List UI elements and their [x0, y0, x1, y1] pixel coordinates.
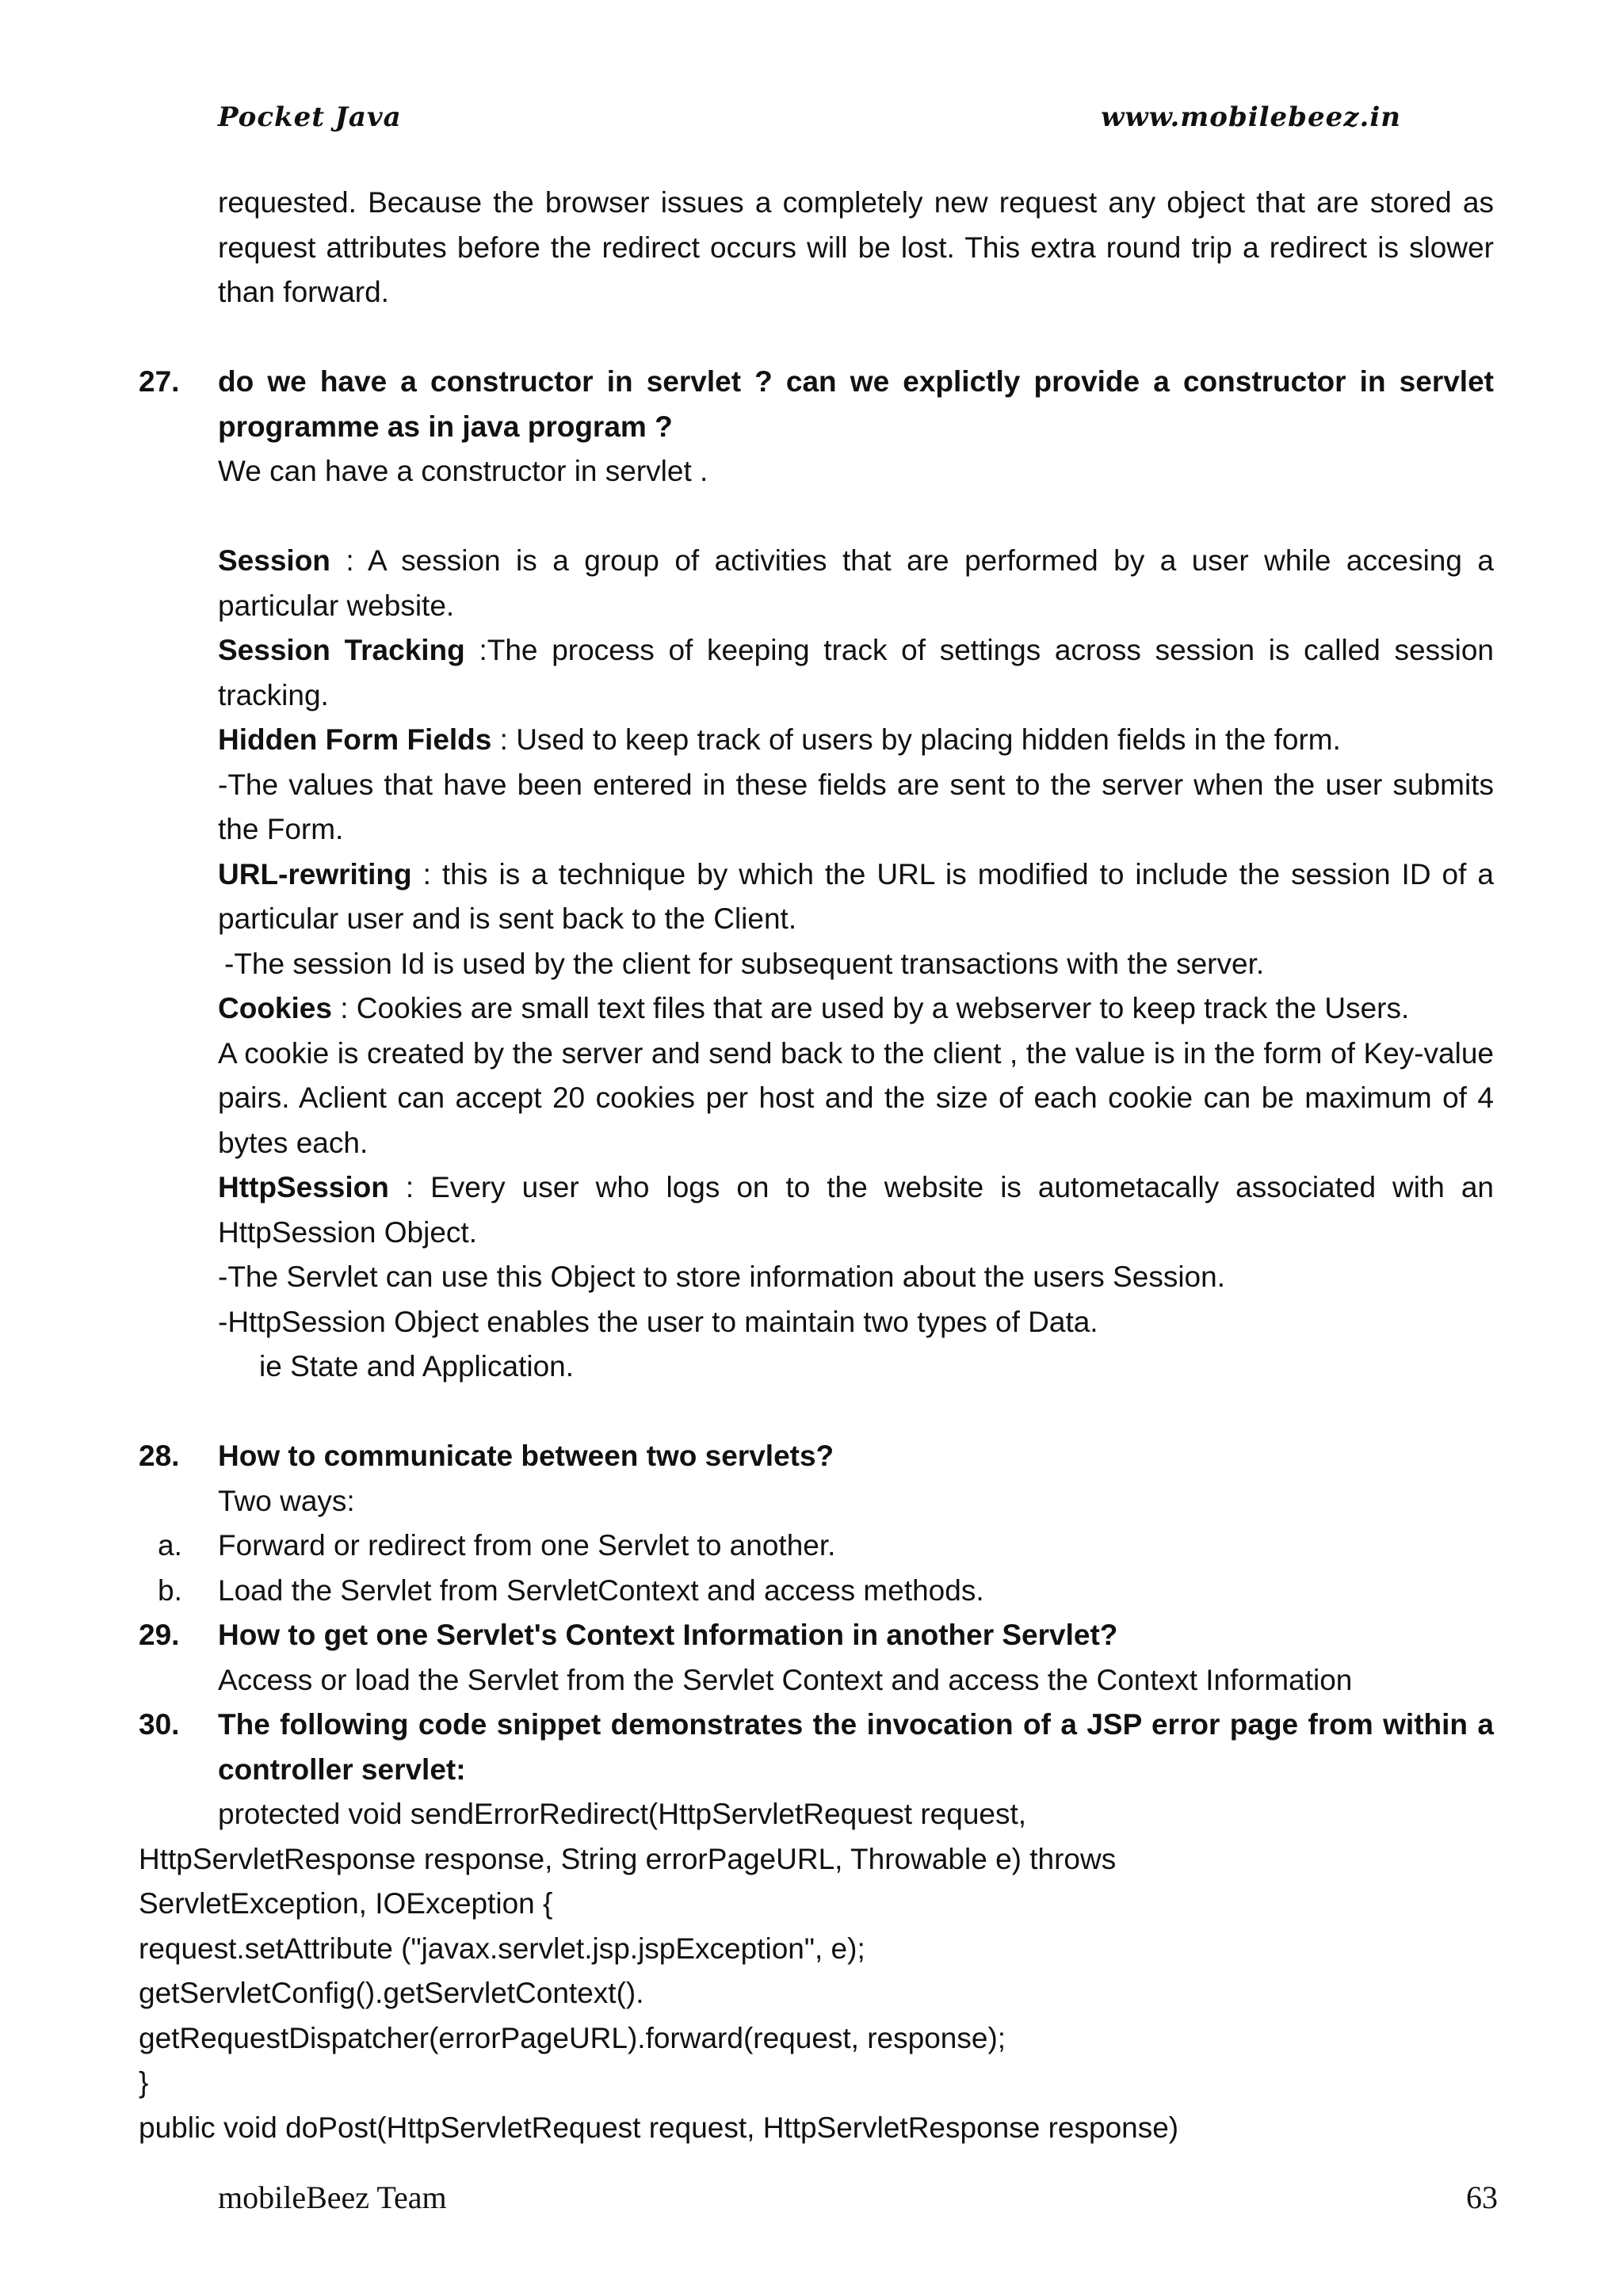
code-line: protected void sendErrorRedirect(HttpServletRequest request, [218, 1798, 1027, 1830]
header-title: Pocket Java [218, 101, 402, 133]
code-line: public void doPost(HttpServletRequest request, HttpServletResponse response) [139, 2111, 1179, 2144]
intro-paragraph: requested. Because the browser issues a completely new request any object that are stored as request attributes before the redirect occurs will be lost. This extra round trip a redirect is slower than forward. [218, 186, 1494, 308]
question-27 [139, 360, 1494, 449]
list-text: Forward or redirect from one Servlet to another. [218, 1529, 836, 1562]
question-28 [139, 1434, 1494, 1479]
footer-team: mobileBeez Team [218, 2180, 447, 2215]
term-hidden-fields: Hidden Form Fields [218, 723, 492, 756]
term-session-tracking: Session Tracking [218, 634, 465, 666]
code-line: getServletConfig().getServletContext(). [139, 1977, 644, 2009]
def-session: Session : A session is a group of activities that are performed by a user while accesing a particular website. [218, 544, 1494, 622]
question-text: How to communicate between two servlets? [218, 1440, 834, 1472]
def-hidden-fields: Hidden Form Fields : Used to keep track of users by placing hidden fields in the form. [218, 723, 1341, 756]
term-cookies: Cookies [218, 992, 332, 1024]
note-httpsession-3: ie State and Application. [259, 1350, 575, 1383]
question-text: The following code snippet demonstrates the invocation of a JSP error page from within a controller servlet: [218, 1708, 1494, 1786]
list-item [139, 1524, 1494, 1569]
code-line: request.setAttribute ("javax.servlet.jsp.jspException", e); [139, 1932, 865, 1965]
list-item [139, 1569, 1494, 1614]
page-number: 63 [1466, 2180, 1498, 2215]
code-line: ServletException, IOException { [139, 1887, 553, 1920]
term-session: Session [218, 544, 330, 577]
answer-27: We can have a constructor in servlet . [218, 455, 708, 487]
term-httpsession: HttpSession [218, 1171, 389, 1203]
question-number: 28. [139, 1440, 180, 1472]
def-httpsession: HttpSession : Every user who logs on to the website is autometacally associated with an HttpSession Object. [218, 1171, 1494, 1249]
def-cookies: Cookies : Cookies are small text files that are used by a webserver to keep track the Users. [218, 992, 1410, 1024]
list-marker: b. [158, 1573, 182, 1607]
page-body [139, 181, 1494, 2150]
question-text: do we have a constructor in servlet ? can we explictly provide a constructor in servlet programme as in java program ? [218, 365, 1494, 443]
code-line: getRequestDispatcher(errorPageURL).forward(request, response); [139, 2021, 1006, 2054]
question-text: How to get one Servlet's Context Information in another Servlet? [218, 1619, 1118, 1651]
def-session-tracking: Session Tracking :The process of keeping track of settings across session is called session tracking. [218, 634, 1494, 711]
note-httpsession-1: -The Servlet can use this Object to store information about the users Session. [218, 1261, 1225, 1293]
list-marker: a. [158, 1529, 182, 1562]
term-url-rewriting: URL-rewriting [218, 857, 412, 891]
question-30 [139, 1703, 1494, 1792]
code-line: } [139, 2066, 149, 2099]
question-number: 30. [139, 1708, 180, 1741]
note-cookies: A cookie is created by the server and send back to the client , the value is in the form of Key-value pairs. Aclient can accept 20 cookies per host and the size of each cookie can be maximum of 4 bytes each. [218, 1036, 1494, 1159]
answer-29: Access or load the Servlet from the Servlet Context and access the Context Information [218, 1663, 1353, 1696]
question-number: 29. [139, 1619, 180, 1651]
code-line: HttpServletResponse response, String errorPageURL, Throwable e) throws [139, 1842, 1117, 1875]
note-httpsession-2: -HttpSession Object enables the user to maintain two types of Data. [218, 1305, 1098, 1338]
list-text: Load the Servlet from ServletContext and access methods. [218, 1573, 984, 1607]
note-url-rewriting: -The session Id is used by the client for subsequent transactions with the server. [224, 947, 1265, 980]
header-site: www.mobilebeez.in [1101, 101, 1401, 133]
question-29 [139, 1613, 1494, 1658]
answer-28-intro: Two ways: [218, 1484, 355, 1517]
question-number: 27. [139, 365, 180, 398]
def-url-rewriting: URL-rewriting : this is a technique by which the URL is modified to include the session ID of a particular user and is sent back to the Client. [218, 857, 1494, 935]
note-hidden-fields: -The values that have been entered in these fields are sent to the server when the user submits the Form. [218, 768, 1494, 845]
